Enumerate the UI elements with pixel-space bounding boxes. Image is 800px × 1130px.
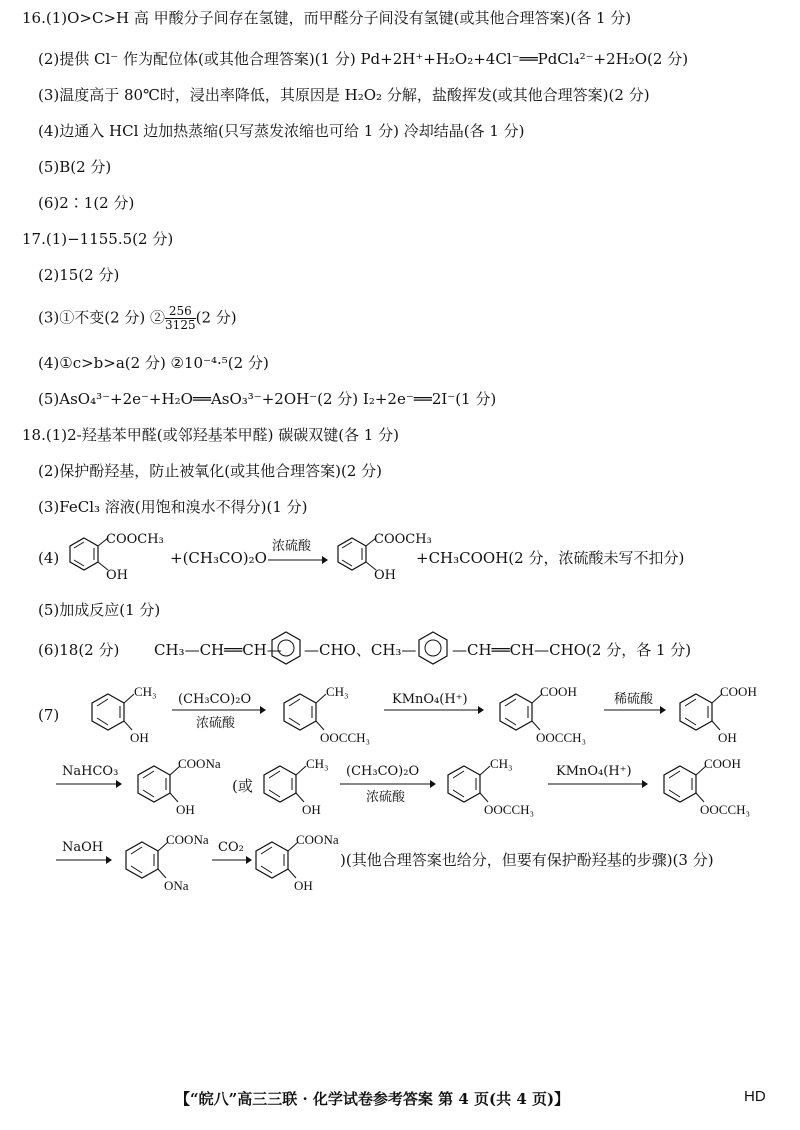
label-oh: OH (294, 878, 313, 893)
fraction-numerator: 256 (165, 305, 196, 319)
reagent2-alt: KMnO₄(H⁺) (556, 764, 632, 779)
q18-line3: (3)FeCl₃ 溶液(用饱和溴水不得分)(1 分) (38, 498, 308, 516)
q17-line1: 17.(1)−1155.5(2 分) (22, 230, 174, 248)
product-oh: OH (374, 568, 396, 583)
or-text: (或 (232, 777, 253, 795)
reagent4: NaHCO₃ (62, 764, 119, 779)
reagent6: CO₂ (218, 840, 244, 855)
aspirin-structure (488, 684, 598, 744)
arrow-2 (384, 706, 484, 716)
label-ooccH3: OOCCH₃ (484, 802, 535, 817)
condition-conc-h2so4: 浓硫酸 (272, 539, 312, 554)
struct1-right: —CHO、CH₃— (304, 641, 417, 659)
q17-line4: (4)①c>b>a(2 分) ②10⁻⁴·⁵(2 分) (38, 354, 269, 372)
q18-line1: 18.(1)2-羟基苯甲醛(或邻羟基苯甲醛) 碳碳双键(各 1 分) (22, 426, 399, 444)
q16-line6: (6)2∶1(2 分) (38, 194, 135, 212)
sodium-salicylate-final-structure (244, 832, 354, 892)
label-ch3: CH₃ (326, 684, 349, 699)
q16-line1: 16.(1)O>C>H 高 甲酸分子间存在氢键，而甲醛分子间没有氢键(或其他合理答案)(各 1 分) (22, 9, 632, 27)
arrow-4 (56, 780, 122, 790)
acetyl-cresol-structure-alt (436, 756, 536, 816)
q18-line7-ending: )(其他合理答案也给分，但要有保护酚羟基的步骤)(3 分) (340, 851, 714, 869)
arrow-3 (604, 706, 666, 716)
label-cooh: COOH (704, 756, 741, 771)
q17-line3 (38, 305, 237, 332)
label-ch3: CH₃ (134, 684, 157, 699)
benzene-ring-para-2 (415, 628, 451, 668)
reaction-arrow (268, 556, 328, 566)
reagent1-alt: (CH₃CO)₂O (346, 764, 420, 779)
arrow-7 (56, 856, 112, 866)
q17-line2: (2)15(2 分) (38, 266, 120, 284)
fraction-denominator: 3125 (165, 318, 196, 332)
fraction (165, 305, 196, 332)
page-footer: 【“皖八”高三三联 · 化学试卷参考答案 第 4 页(共 4 页)】 (175, 1090, 570, 1108)
q16-line3: (3)温度高于 80℃时，浸出率降低，其原因是 H₂O₂ 分解，盐酸挥发(或其他合理答案)(2 分) (38, 86, 650, 104)
label-cooh: COOH (540, 684, 577, 699)
q18-line7-prefix: (7) (38, 706, 60, 724)
struct2-right: —CH══CH—CHO(2 分，各 1 分) (452, 641, 692, 659)
q18-line6-prefix: (6)18(2 分) (38, 641, 120, 659)
o-cresol-structure (80, 684, 170, 744)
q17-line3-text: (3)①不变(2 分) ② (38, 308, 166, 327)
product-text: +CH₃COOH(2 分，浓硫酸未写不扣分) (416, 549, 685, 567)
benzene-ring-para-1 (268, 628, 304, 668)
q18-line2: (2)保护酚羟基，防止被氧化(或其他合理答案)(2 分) (38, 462, 382, 480)
salicylic-acid-structure (668, 684, 778, 744)
reagent5: NaOH (62, 840, 104, 855)
acetyl-cresol-structure (272, 684, 372, 744)
reagent2: KMnO₄(H⁺) (392, 692, 468, 707)
arrow-6 (548, 780, 648, 790)
q16-line2: (2)提供 Cl⁻ 作为配位体(或其他合理答案)(1 分) Pd+2H⁺+H₂O₂+4Cl⁻══PdCl₄²⁻+2H₂O(2 分) (38, 50, 689, 68)
reagent1: (CH₃CO)₂O (178, 692, 252, 707)
q17-line3-score: (2 分) (195, 308, 237, 327)
cond1: 浓硫酸 (196, 716, 236, 731)
q18-line4-prefix: (4) (38, 549, 60, 567)
disodium-salicylate-structure (114, 832, 224, 892)
sodium-salicylate-structure (126, 756, 236, 816)
q16-line4: (4)边通入 HCl 边加热蒸缩(只写蒸发浓缩也可给 1 分) 冷却结晶(各 1 分) (38, 122, 525, 140)
substituent-cooch3: COOCH₃ (106, 532, 164, 547)
label-ch3: CH₃ (306, 756, 329, 771)
label-oh: OH (130, 730, 149, 745)
q18-line5: (5)加成反应(1 分) (38, 601, 161, 619)
reagent3: 稀硫酸 (614, 692, 654, 707)
q16-line5: (5)B(2 分) (38, 158, 112, 176)
label-coona: COONa (166, 832, 209, 847)
label-ooccH3: OOCCH₃ (700, 802, 751, 817)
substituent-oh: OH (106, 568, 128, 583)
q17-line5: (5)AsO₄³⁻+2e⁻+H₂O══AsO₃³⁻+2OH⁻(2 分) I₂+2e⁻══2I⁻(1 分) (38, 390, 497, 408)
corner-code: HD (744, 1088, 766, 1105)
label-coona: COONa (296, 832, 339, 847)
label-ooccH3: OOCCH₃ (320, 730, 371, 745)
label-coona: COONa (178, 756, 221, 771)
reagent-anhydride: +(CH₃CO)₂O (170, 549, 267, 567)
o-cresol-structure-alt (252, 756, 342, 816)
label-oh: OH (176, 802, 195, 817)
cond1-alt: 浓硫酸 (366, 790, 406, 805)
product-cooch3: COOCH₃ (374, 532, 432, 547)
aspirin-structure-alt (652, 756, 792, 816)
label-ona: ONa (164, 878, 189, 893)
label-ch3: CH₃ (490, 756, 513, 771)
label-oh: OH (302, 802, 321, 817)
label-cooh: COOH (720, 684, 757, 699)
label-oh: OH (718, 730, 737, 745)
struct1-left: CH₃—CH══CH— (154, 641, 282, 659)
label-ooccH3: OOCCH₃ (536, 730, 587, 745)
